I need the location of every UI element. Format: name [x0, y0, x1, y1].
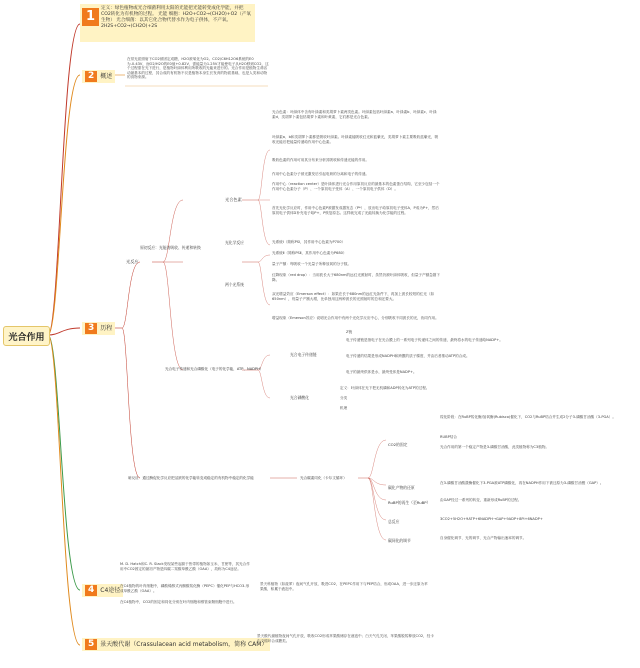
section-overview[interactable] [82, 70, 115, 83]
section-number: 5 [85, 639, 97, 650]
two-systems-label: 两个光系统 [225, 282, 244, 287]
ps1-note: 光系统Ⅰ（简称PSⅠ，其作用中心色素为P700） [272, 240, 346, 244]
ps3-note: 量子产额：每吸收一个光量子所释放氧的分子数。 [272, 262, 352, 266]
root-label: 光合作用 [8, 332, 45, 343]
c4-note-1: M. D. Hatch和C. R. Slack发现某些起源于热带的植物如玉米、甘蔗等，其光合作用中CO2固定的最初产物是四碳二羧酸草酰乙酸（OAA），故称为C4途径。 [120, 562, 250, 571]
regulate-note: 自身催化调节、光的调节、光合产物输出速率的调节。 [440, 536, 527, 540]
section-title: 历程 [100, 325, 113, 332]
section-title: C4途径 [100, 587, 121, 594]
ps6-note: 增益现象（Emerson效应）说明光合作用中有两个光化学反应中心，分别吸收不同波长的光，协同作用。 [272, 316, 439, 320]
reduction: 碳化产物的还原 [388, 485, 415, 490]
center-note-1: 作用中心色素分子被光激发后引起电荷的分离和电子的传递。 [272, 172, 370, 176]
section-number: 2 [85, 71, 97, 82]
phos-note-3: 机理 [340, 406, 348, 410]
section-c4[interactable] [82, 584, 123, 597]
phos-label: 光合磷酸化 [290, 395, 309, 400]
dark-reaction: 暗反应：通过酶促化学反应把活跃的化学能转变成稳定的有机物中稳定的化学能 [128, 476, 254, 480]
etc-note-1: Z链 [346, 330, 353, 334]
connector-root-overview [48, 75, 80, 335]
center-note-2: 作用中心（reaction center）是叶绿体进行光合作用原初反应的最基本的色素蛋白结构，它至少包括一个作用中心色素分子（P）、一个原初电子受体（A）、一个原初电子供体（D）。 [272, 182, 440, 191]
co2-fix: CO2的固定 [388, 442, 408, 447]
center-note-3: 首先光化学反应时，作用中心色素P被激发成激发态（P*），放出电子给原初电子受体A，P成为P+，然后原初电子供体D补充电子给P+，P恢复原态。这样就完成了光能转换为化学能的过程。 [272, 206, 439, 215]
definition-text: 定义：绿色植物或光合细菌利用太阳的光能把光能转变成化学能，并把CO2转化为有机物的过程。 光能 细胞：H2O+CO2→(CH2O)+O2（产氧生物） 光合细菌：以其它化合物代替水作为电子供体，不产氧。2H2S+CO2→(CH2O)+2S [101, 6, 251, 29]
pigment-note-2: 叶绿素a、b和类胡萝卜素都是吸收叶绿素。叶绿素能吸收红光和蓝紫光，类胡萝卜素主要吸收蓝紫光，吸收光能后把能量传递给作用中心色素。 [272, 135, 439, 144]
section-title: 概述 [100, 73, 113, 80]
ps4-note: 红降现象（red drop）：当用波长大于680nm的远红光照射时，虽然仍被叶绿体吸收，但量子产额急剧下降。 [272, 273, 440, 282]
overview-text: 在常光质照射下CO2被固定成糖，H2O被氧化为O2。CO2/C6H12O6系统的E0为-0.43V，而O2/H2O的E0值+0.82V，需能量为1.25V才能使电子从H2O移到CO2，这个过程需在光下进行，是植物叶绿体利用所吸收的光能来进行的。光合作用是植物生命活动最基本的过程，其合成的有机物不仅是植物本身生长发育的物质基础，也是人类和动物的食物来源。 [127, 57, 269, 80]
connector-root-process [48, 328, 80, 335]
reduce-note: 在3-磷酸甘油酸激酶催化下3-PGA被ATP磷酸化，再在NADPH作用下被还原为3-磷酸甘油醛（GAP）。 [440, 481, 604, 485]
section-title: 景天酸代谢（Crassulacean acid metabolism，简称 CAM） [100, 641, 268, 648]
section-number: 3 [85, 323, 97, 334]
etc-note-2: 电子传递链是指电子在光合膜上的一系列电子传递体之间的传递，最终将水的电子传递给NADP+。 [346, 338, 503, 342]
fix-note-1: 羧化阶段：在RuBP羧化酶/加氧酶(Rubisco)催化下，CO2与RuBP结合并生成2分子3-磷酸甘油酸（3-PGA）。 [440, 415, 616, 419]
rubp-regen: RuBP的再生（至RuBP） [388, 500, 431, 505]
cam-note: 景天酸代谢植物夜间气孔开放，吸收CO2形成苹果酸储存在液泡中；白天气孔关闭，苹果酸脱羧释放CO2，经卡尔文循环合成糖类。 [257, 634, 434, 643]
ps2-note: 光系统Ⅱ（简称PSⅡ，其作用中心色素为P680） [272, 251, 347, 255]
pigment-note-3: 吸收色素的作用可用其分布来分析其吸收和传递光能的作用。 [272, 158, 370, 162]
section-number: 4 [85, 585, 97, 596]
center-label: 光化学反应 [225, 240, 244, 245]
section-cam[interactable] [82, 638, 270, 651]
pigments-label: 光合色素 [225, 197, 242, 202]
section-number: 1 [82, 8, 99, 26]
section-process[interactable] [82, 322, 115, 335]
pigment-note-1: 光合色素：叶绿体中含有叶绿素和类胡萝卜素两类色素。叶绿素包括叶绿素a、叶绿素b、叶绿素c、叶绿素d，类胡萝卜素包括胡萝卜素和叶黄素，它们都是光合色素。 [272, 110, 437, 119]
connector-root-c4 [48, 335, 80, 590]
etc-sub: 光合电子传递和光合磷酸化（电子的化学能，ATP、NADPH） [165, 367, 264, 371]
phos-note-2: 分类 [340, 396, 348, 400]
fix-note-2: RUBP结合 [440, 435, 457, 439]
c4-note-2: 在C4植物的叶肉细胞中，磷酸烯醇式丙酮酸羧化酶（PEPC）催化PEP与HCO3-形成草酰乙酸（OAA）。 [120, 584, 250, 593]
c4-note-3: 在C4植物中，CO2的固定和同化分别在叶肉细胞和维管束鞘细胞中进行。 [120, 600, 237, 604]
co2-assim: 光合碳素同化（卡尔文循环） [300, 476, 347, 480]
regulation: 碳同化的调节 [388, 538, 411, 543]
total-reaction: 总反应 [388, 519, 400, 524]
regen-note: 由GAP经过一系列的转变，重新形成RuBP的过程。 [440, 498, 522, 502]
etc-note-3: 电子传递的结果是形成NADPH和跨膜的质子梯度，并由后者推动ATP的合成。 [346, 354, 470, 358]
phos-note-1: 定义：叶绿体在光下把无机磷和ADP转化为ATP的过程。 [340, 386, 430, 390]
total-note: 3CO2+5H2O+9ATP+6NADPH→GAP+9ADP+8Pi+6NADP+ [440, 517, 543, 521]
c4-note-4: 景天科植物（如菠萝）夜间气孔开放，吸进CO2，在PEPC作用下与PEP结合，形成OAA，进一步还原为苹果酸，积累于液泡中。 [260, 582, 428, 591]
etc-note-4: 电子的最终供体是水，最终受体是NADP+。 [346, 370, 417, 374]
ps5-note: 双光增益效应（Emerson effect）：如果在长于680nm的远红光条件下，再加上波长较短的红光（如650nm），则量子产额大增，比单独用这两种波长的光照射时的总和还要大。 [272, 292, 435, 301]
definition-node[interactable] [80, 4, 255, 42]
light-reaction: 光反应 [126, 259, 139, 264]
root-node[interactable] [3, 326, 50, 346]
light-sub1: 原初反应：光能的吸收、传递和转换 [140, 245, 201, 250]
etc-label: 光合电子传递链 [290, 352, 317, 357]
fix-note-3: 光合作用的第一个稳定产物是3-磷酸甘油酸，此类植物称为C3植物。 [440, 445, 550, 449]
